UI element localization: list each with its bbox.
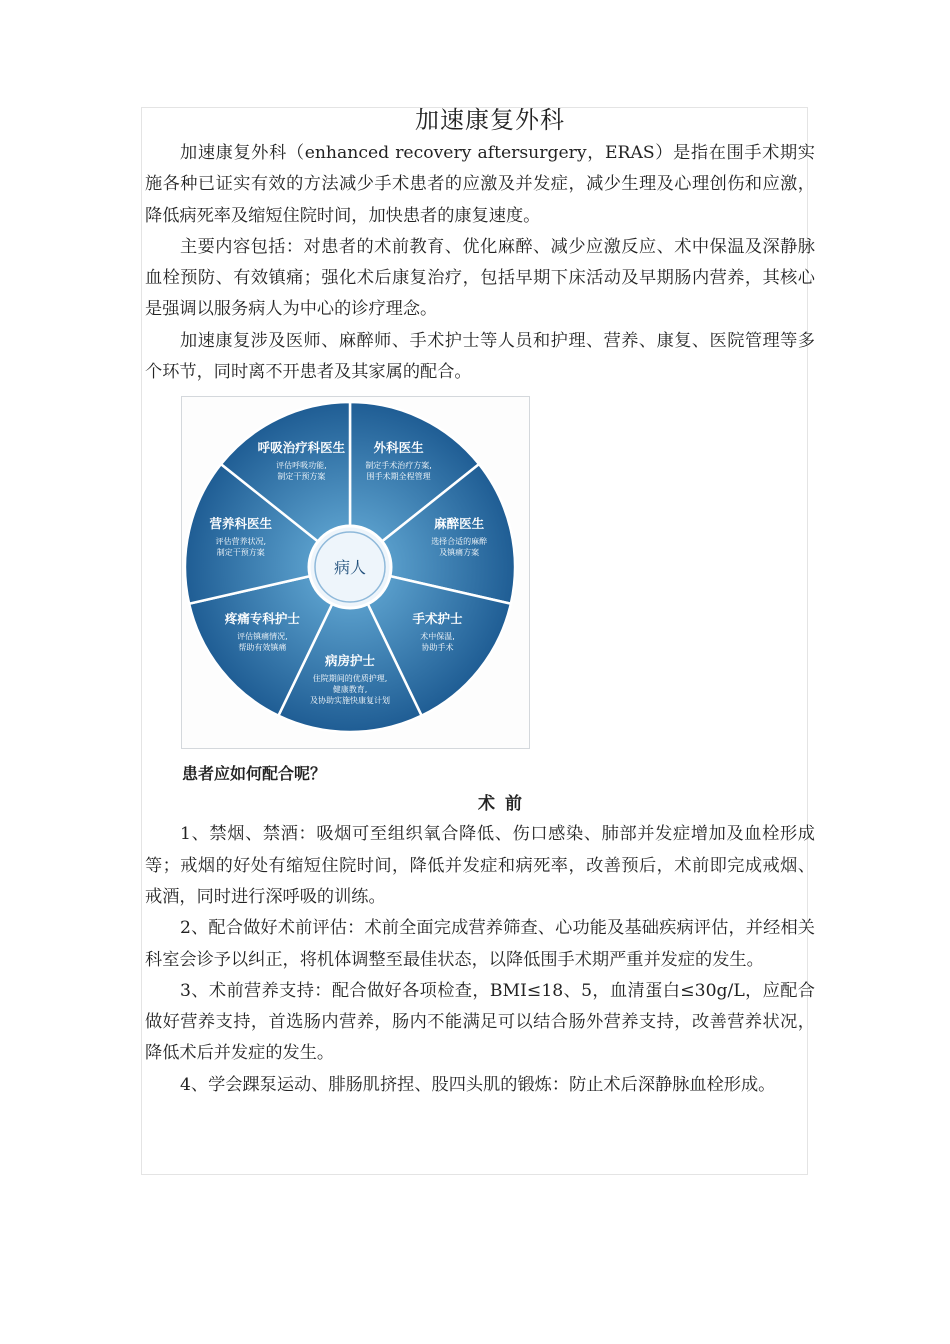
- segment-description: 制定干预方案: [216, 548, 265, 558]
- eras-team-diagram: [181, 396, 530, 749]
- segment-description: 制定手术治疗方案,: [365, 461, 432, 471]
- intro-paragraph-2: 主要内容包括：对患者的术前教育、优化麻醉、减少应激反应、术中保温及深静脉血栓预防、有效镇痛；强化术后康复治疗，包括早期下床活动及早期肠内营养，其核心是强调以服务病人为中心的诊疗理念。: [145, 236, 815, 320]
- segment-description: 术中保温,: [420, 632, 455, 642]
- segment-description: 帮助有效镇痛: [238, 643, 287, 653]
- segment-description: 评估呼吸功能,: [276, 461, 327, 471]
- segment-title: 呼吸治疗科医生: [257, 440, 346, 456]
- segment-title: 手术护士: [412, 611, 463, 627]
- segment-description: 评估镇痛情况,: [237, 632, 288, 642]
- segment-description: 协助手术: [421, 643, 454, 653]
- patient-question: 患者应如何配合呢？: [182, 764, 327, 784]
- preop-item-2: 2、配合做好术前评估：术前全面完成营养筛查、心功能及基础疾病评估，并经相关科室会诊予以纠正，将机体调整至最佳状态，以降低围手术期严重并发症的发生。: [145, 918, 815, 970]
- segment-description: 住院期间的优质护理,: [312, 674, 388, 684]
- preop-item-4: 4、学会踝泵运动、腓肠肌挤捏、股四头肌的锻炼：防止术后深静脉血栓形成。: [180, 1074, 776, 1095]
- segment-title: 麻醉医生: [434, 516, 485, 532]
- intro-paragraph-1: 加速康复外科（enhanced recovery aftersurgery，ERAS）是指在围手术期实施各种已证实有效的方法减少手术患者的应激及并发症，减少生理及心理创伤和应激，降低病死率及缩短住院时间，加快患者的康复速度。: [145, 143, 815, 226]
- eras-team-wheel: [182, 397, 529, 748]
- segment-title: 病房护士: [324, 653, 376, 669]
- preop-item-1: 1、禁烟、禁酒：吸烟可至组织氧合降低、伤口感染、肺部并发症增加及血栓形成等；戒烟的好处有缩短住院时间，降低并发症和病死率，改善预后，术前即完成戒烟、戒酒，同时进行深呼吸的训练。: [145, 824, 815, 907]
- document-title: 加速康复外科: [415, 106, 565, 134]
- segment-title: 疼痛专科护士: [224, 611, 300, 627]
- intro-paragraph-3: 加速康复涉及医师、麻醉师、手术护士等人员和护理、营养、康复、医院管理等多个环节，同时离不开患者及其家属的配合。: [145, 330, 815, 383]
- segment-description: 及协助实施快康复计划: [310, 696, 390, 706]
- wheel-center-label: 病人: [333, 558, 367, 578]
- segment-description: 健康教育,: [332, 685, 368, 695]
- segment-title: 外科医生: [373, 440, 424, 456]
- segment-description: 评估营养状况,: [215, 537, 267, 547]
- segment-title: 营养科医生: [209, 516, 273, 532]
- segment-description: 围手术期全程管理: [366, 472, 431, 482]
- segment-description: 制定干预方案: [277, 472, 326, 482]
- preop-item-3: 3、术前营养支持：配合做好各项检查，BMI≤18、5，血清蛋白≤30g/L，应配合做好营养支持，首选肠内营养，肠内不能满足可以结合肠外营养支持，改善营养状况，降低术后并发症的发生。: [145, 980, 815, 1064]
- segment-description: 及镇痛方案: [439, 548, 480, 558]
- document-body: [145, 102, 815, 1101]
- segment-description: 选择合适的麻醉: [431, 537, 488, 547]
- section-heading-preop: 术前: [478, 794, 532, 815]
